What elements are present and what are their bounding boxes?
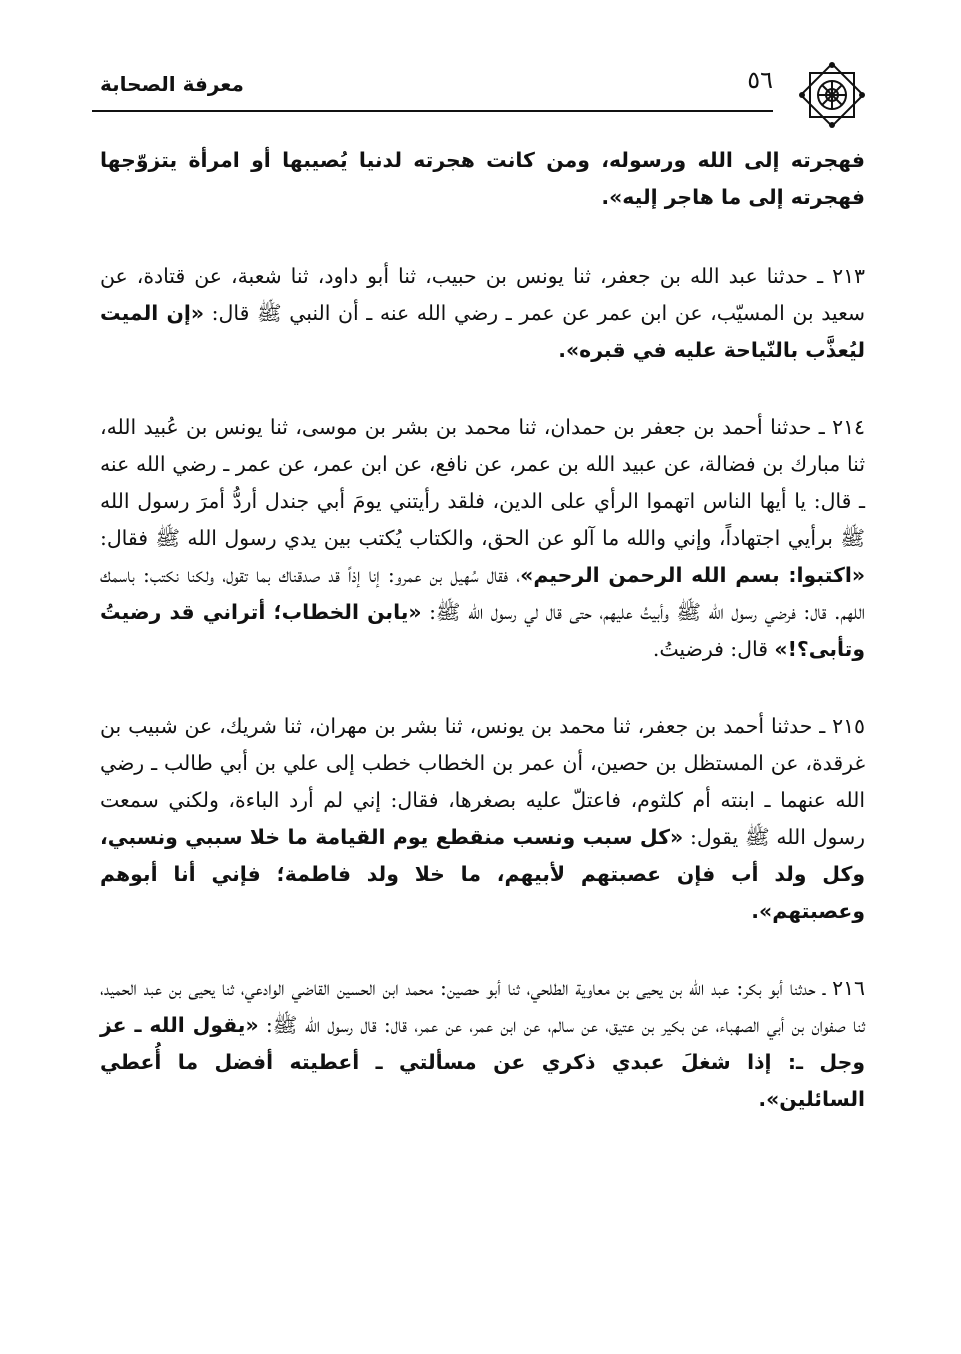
page-body: [100, 138, 865, 1118]
text-segment: فهجرته إلى الله ورسوله، ومن كانت هجرته لدنيا يُصيبها أو امرأة يتزوّجها فهجرته إلى ما هاجر إليه».: [100, 148, 865, 209]
text-segment: ٢١٤ ـ حدثنا أحمد بن جعفر بن حمدان، ثنا محمد بن بشر بن موسى، ثنا يونس بن عُبيد الله، ثنا مبارك بن فضالة، عن عبيد الله بن عمر، عن نافع، عن ابن عمر، عن عمر ـ رضي الله عنه ـ قال: يا أيها الناس اتهموا الرأي على الدين، فلقد رأيتني يومَ أبي جندل أردُّ أمرَ رسول الله ﷺ برأيي اجتهاداً، وإني والله ما آلو عن الحق، والكتاب يُكتب بين يدي رسول الله ﷺ فقال:: [100, 415, 865, 550]
ornament-icon: [795, 58, 869, 132]
page-number: ٥٦: [747, 66, 773, 94]
text-segment: «يقول الله ـ عز وجل ـ: إذا شغلَ عبدي ذكري عن مسألتي ـ أعطيته أفضل ما أُعطي السائلين».: [100, 1013, 865, 1111]
running-title: معرفة الصحابة: [100, 72, 244, 96]
hadith-paragraph: [100, 258, 865, 369]
text-segment: ٢١٥ ـ حدثنا أحمد بن جعفر، ثنا محمد بن يونس، ثنا بشر بن مهران، ثنا شريك، عن شبيب بن غرقدة، عن المستظل بن حصين، أن عمر بن الخطاب خطب إلى علي بن أبي طالب ـ رضي الله عنهما ـ ابنته أم كلثوم، فاعتلّ عليه بصغرها، فقال: إني لم أرد الباءة، ولكني سمعت رسول الله ﷺ يقول:: [100, 714, 866, 849]
header-rule: [92, 110, 773, 112]
hadith-paragraph: [100, 708, 865, 930]
text-segment: قال: فرضيتُ.: [652, 637, 775, 661]
text-paragraph: [100, 142, 865, 216]
hadith-paragraph: [100, 970, 865, 1118]
text-segment: «كل سبب ونسب منقطع يوم القيامة ما خلا سببي ونسبي، وكل ولد أب فإن عصبتهم لأبيهم، ما خلا ولد فاطمة؛ فإني أنا أبوهم وعصبتهم».: [100, 825, 865, 923]
text-segment: ، فقال سُهيل بن عمرو: إنا إذاً قد صدقناك بما تقول، ولكنا نكتب: باسمك اللهم. قال: فرضي رسول الله ﷺ وأبيتُ عليهم، حتى قال لي رسول الله ﷺ:: [100, 563, 865, 624]
text-segment: ٢١٦ ـ حدثنا أبو بكر: عبد الله بن يحيى بن معاوية الطلحي، ثنا أبو حصين: محمد ابن الحسين القاضي الوادعي، ثنا يحيى بن عبد الحميد، ثنا صفوان بن أبي الصهباء، عن بكير بن عتيق، عن سالم، عن ابن عمر، عن عمر، قال: قال رسول الله ﷺ:: [100, 976, 865, 1037]
text-segment: «يابن الخطاب؛ أتراني قد رضيتُ وتأبى؟!»: [100, 600, 865, 661]
text-segment: «اكتبوا: بسم الله الرحمن الرحيم»: [520, 563, 865, 587]
hadith-paragraph: [100, 409, 865, 668]
text-segment: «إن الميت ليُعذَّب بالنّياحة عليه في قبره».: [100, 301, 865, 362]
text-segment: ٢١٣ ـ حدثنا عبد الله بن جعفر، ثنا يونس بن حبيب، ثنا أبو داود، ثنا شعبة، عن قتادة، عن سعيد بن المسيّب، عن ابن عمر عن عمر ـ رضي الله عنه ـ أن النبي ﷺ قال:: [100, 264, 865, 325]
page-header: [92, 52, 869, 132]
